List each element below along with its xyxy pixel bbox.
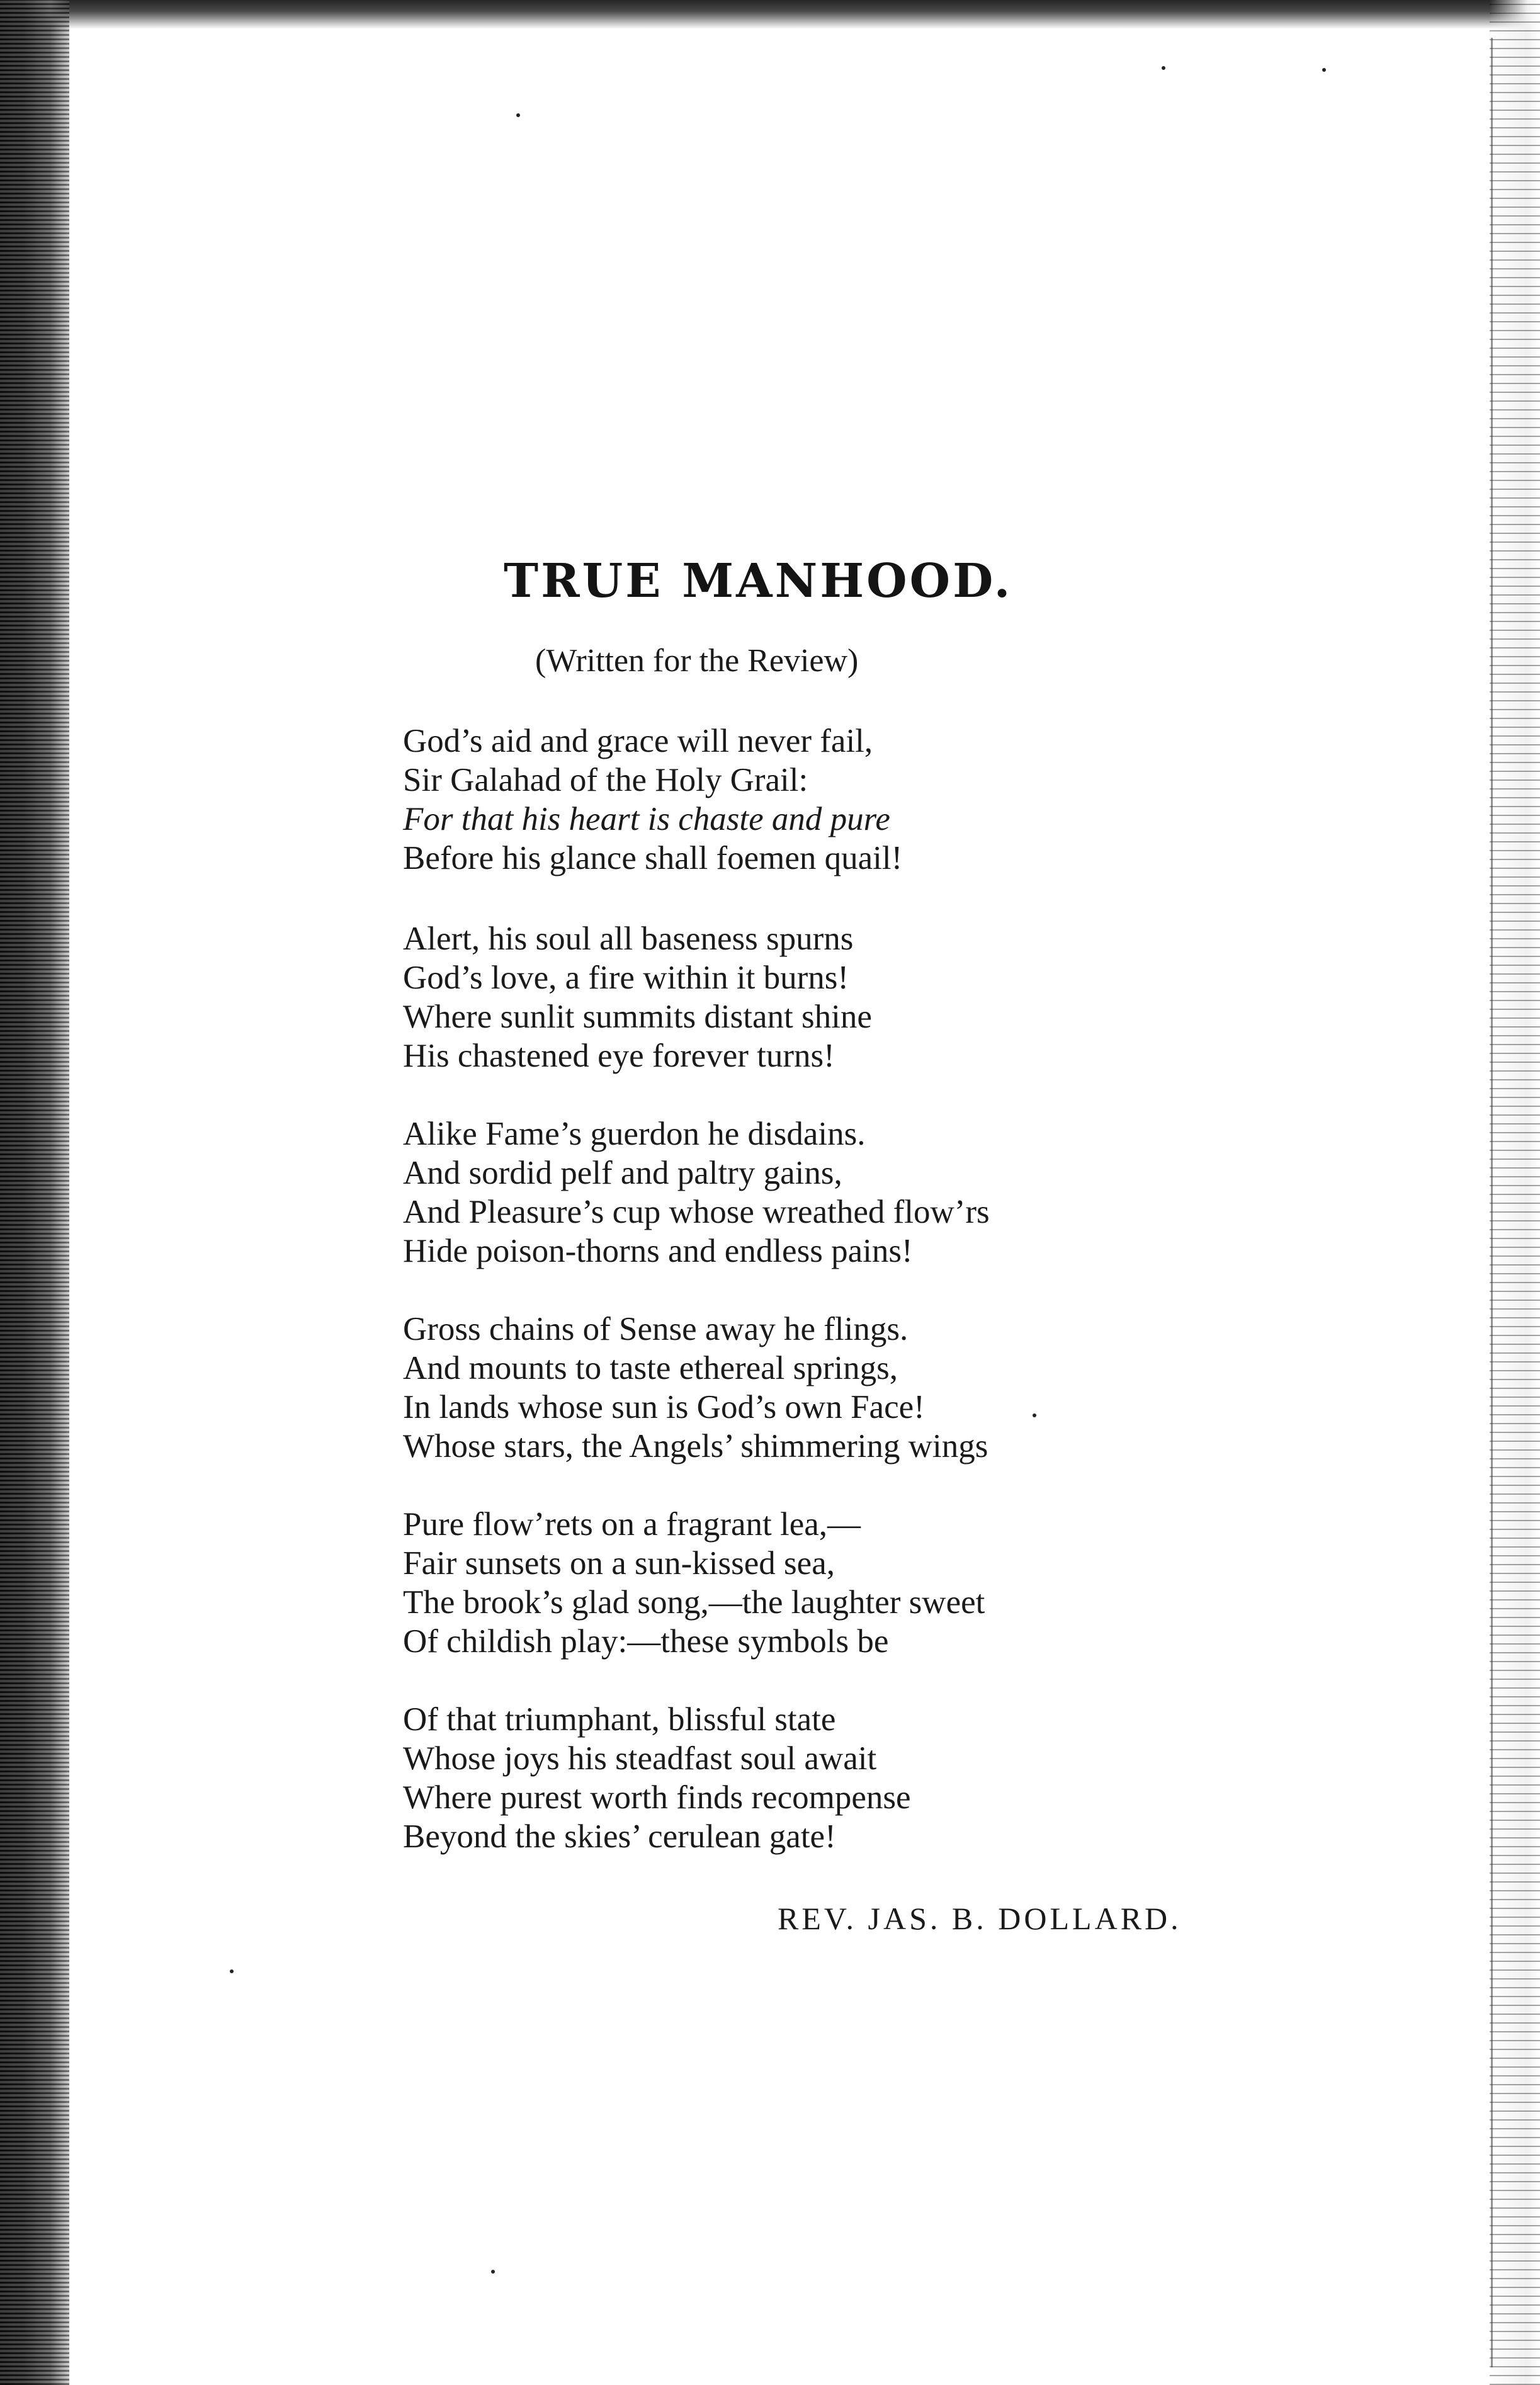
scan-edge-top [0, 0, 1540, 29]
poem-line: God’s love, a fire within it burns! [403, 960, 849, 996]
poem-line: God’s aid and grace will never fail, [403, 723, 873, 759]
poem-line: Whose stars, the Angels’ shimmering wings [403, 1428, 988, 1464]
print-speck [491, 2270, 495, 2274]
print-speck [516, 113, 520, 117]
poem-line: Where purest worth finds recompense [403, 1779, 911, 1816]
stanza-1 [403, 722, 1253, 878]
poem-line: Of that triumphant, blissful state [403, 1701, 836, 1738]
poem-line: Alert, his soul all baseness spurns [403, 921, 854, 957]
scan-edge-left [0, 0, 69, 2385]
poem-line: The brook’s glad song,—the laughter sweet [403, 1584, 985, 1621]
print-speck [1322, 68, 1326, 72]
poem-title: TRUE MANHOOD. [504, 554, 1013, 608]
poem-line: His chastened eye forever turns! [403, 1038, 835, 1074]
poem-line: Gross chains of Sense away he flings. [403, 1311, 909, 1347]
poem-line: Fair sunsets on a sun-kissed sea, [403, 1545, 835, 1582]
poem-line: Before his glance shall foemen quail! [403, 840, 903, 876]
page-border-rule [1491, 38, 1493, 2367]
poem-line: And mounts to taste ethereal springs, [403, 1350, 898, 1386]
poem-line: Of childish play:—these symbols be [403, 1623, 889, 1660]
poem-line: Sir Galahad of the Holy Grail: [403, 762, 808, 798]
print-speck [1162, 66, 1165, 70]
poem-line: Whose joys his steadfast soul await [403, 1740, 877, 1777]
print-speck [230, 1969, 234, 1973]
poem-line: In lands whose sun is God’s own Face! [403, 1389, 925, 1425]
stanza-6 [403, 1700, 1253, 1856]
poem-line: And Pleasure’s cup whose wreathed flow’rs [403, 1194, 990, 1230]
stanza-4 [403, 1310, 1253, 1466]
stanza-3 [403, 1114, 1253, 1271]
stanza-5 [403, 1505, 1253, 1661]
poem-line: Pure flow’rets on a fragrant lea,— [403, 1506, 861, 1543]
poem-author-signature: REV. JAS. B. DOLLARD. [778, 1901, 1182, 1936]
poem-subtitle: (Written for the Review) [535, 643, 859, 679]
scan-edge-right [1490, 0, 1540, 2385]
poem-line: Where sunlit summits distant shine [403, 999, 872, 1035]
poem-line: Alike Fame’s guerdon he disdains. [403, 1116, 866, 1152]
poem-line: Hide poison-thorns and endless pains! [403, 1233, 913, 1269]
stanza-2 [403, 919, 1253, 1075]
poem-line: Beyond the skies’ cerulean gate! [403, 1818, 836, 1855]
poem-line: For that his heart is chaste and pure [403, 801, 890, 837]
poem-line: And sordid pelf and paltry gains, [403, 1155, 842, 1191]
